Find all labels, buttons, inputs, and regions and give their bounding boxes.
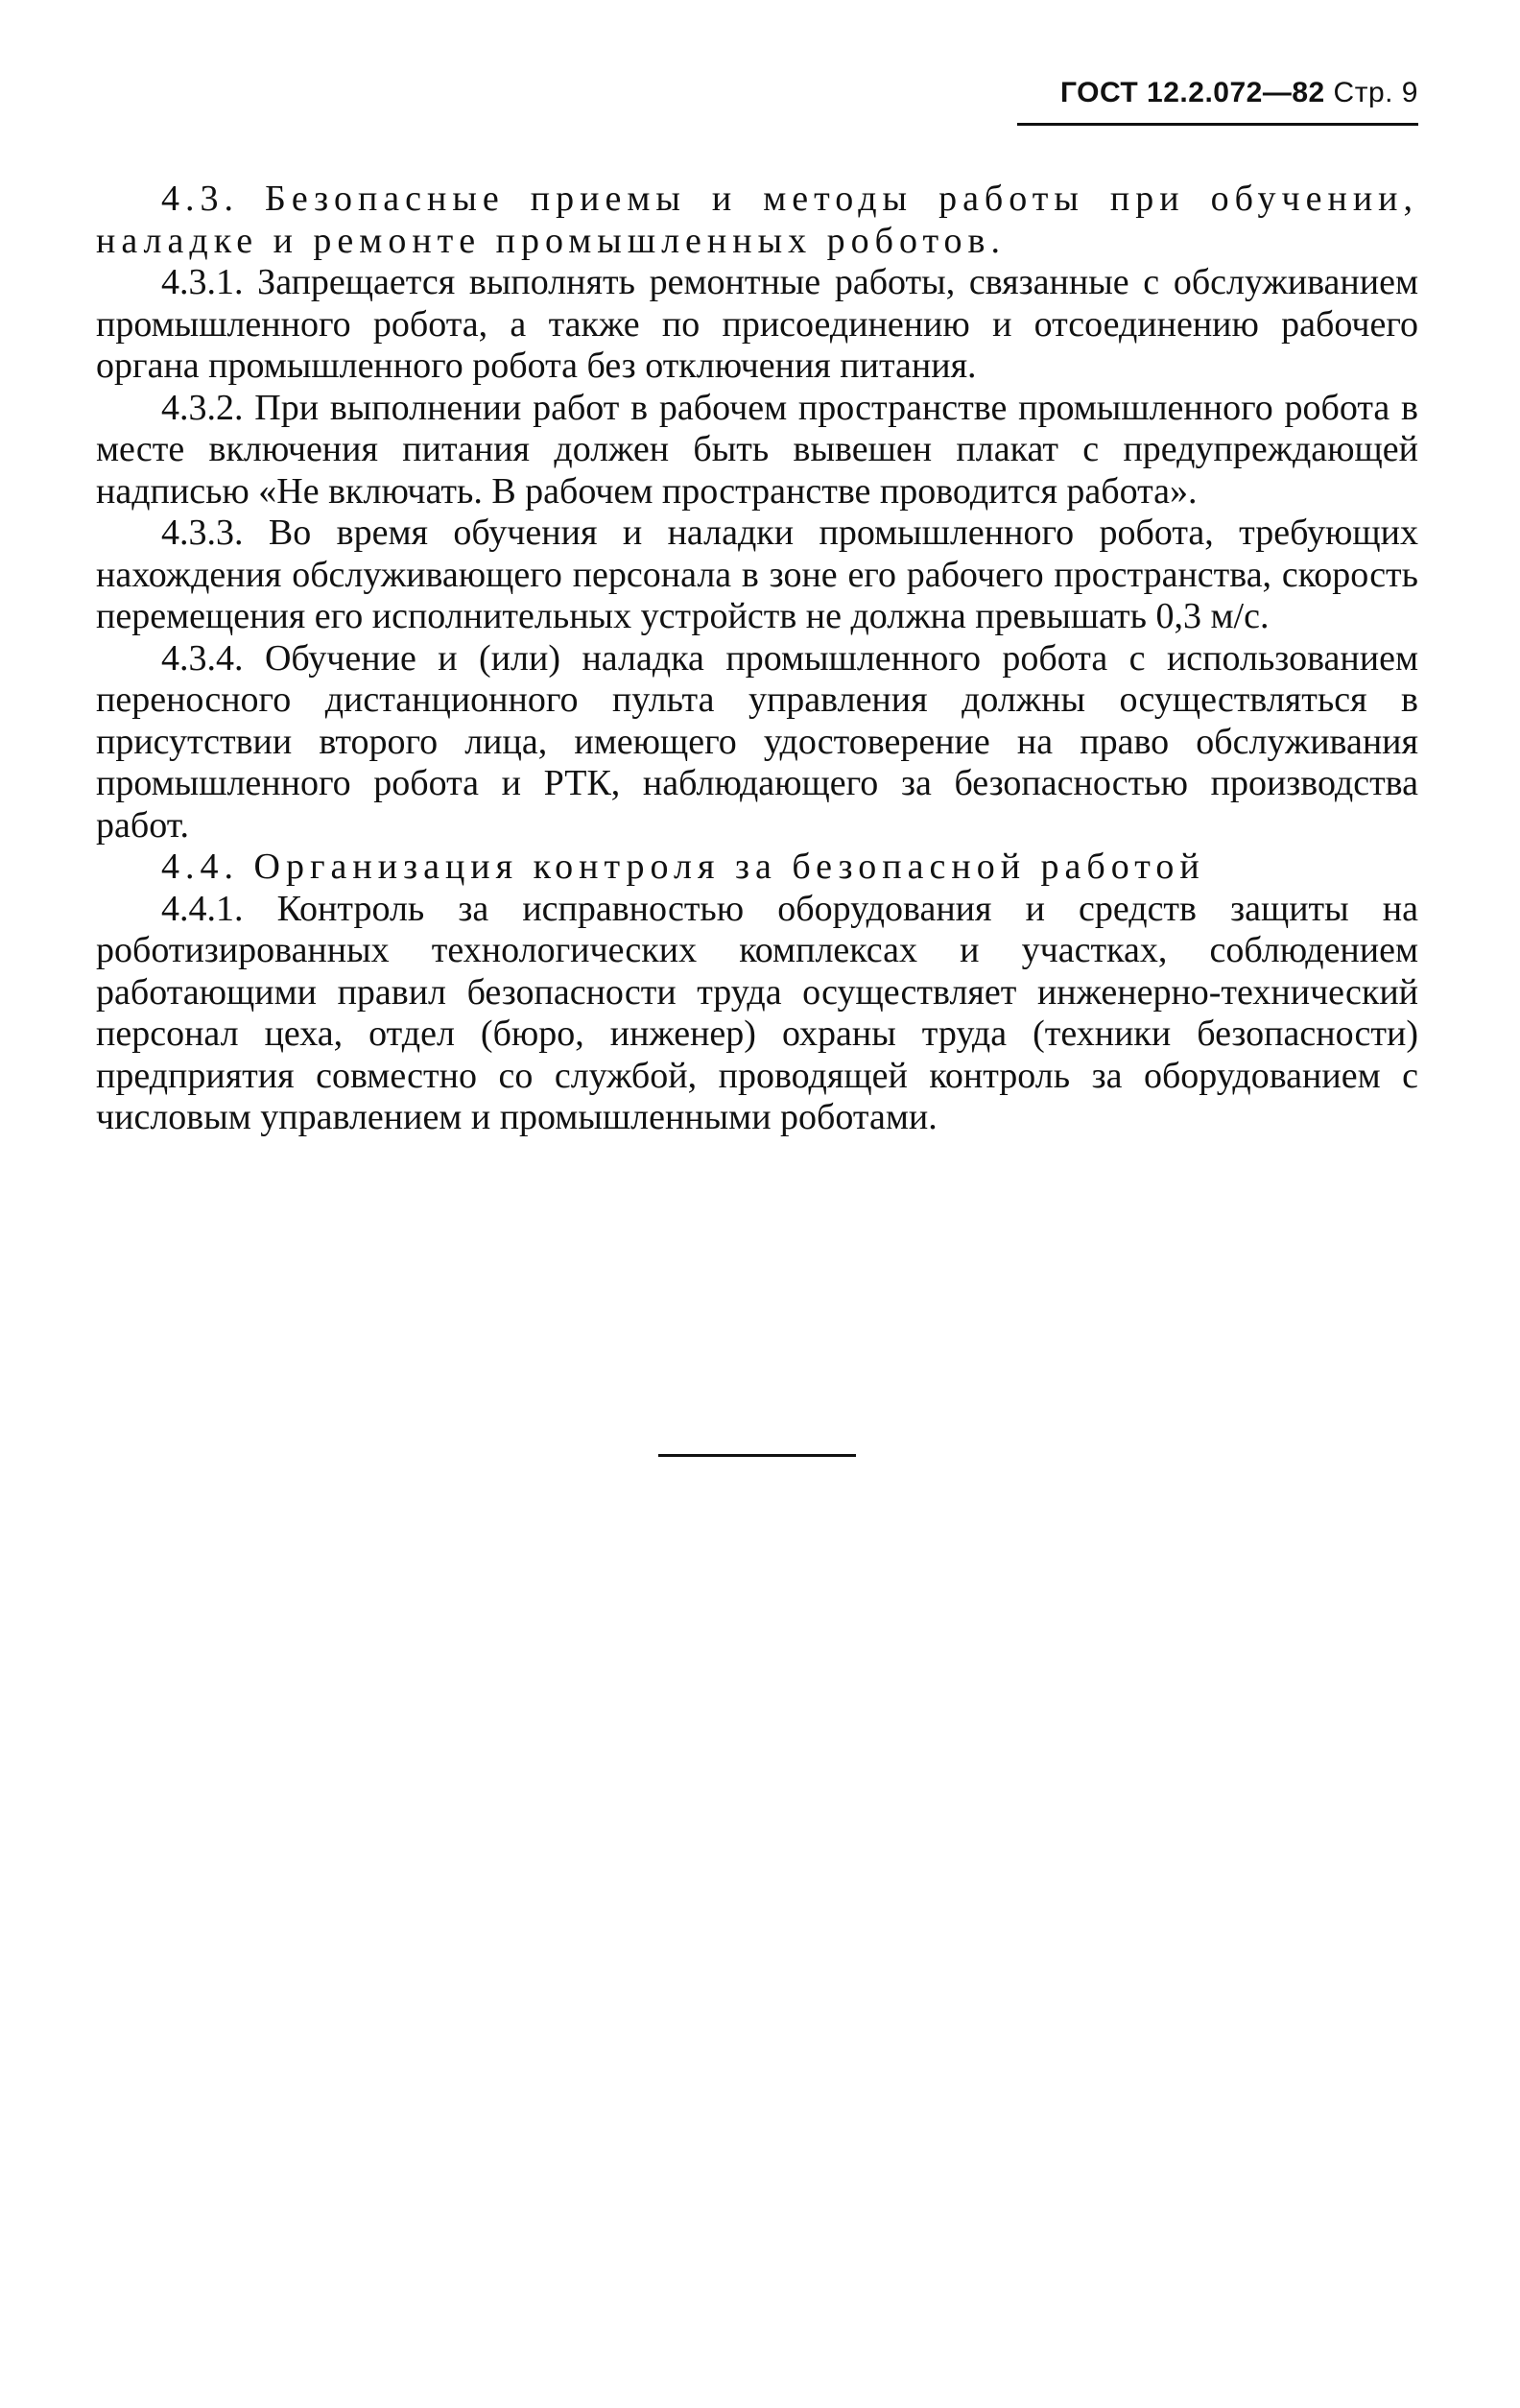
paragraph-4-3-2: 4.3.2. При выполнении работ в рабочем пространстве промышленного робота в месте включения питания должен быть вывешен плакат с предупреждающей надписью «Не включать. В рабочем пространстве проводится работа». [96, 387, 1418, 512]
section-heading-4-3: 4.3. Безопасные приемы и методы работы при обучении, наладке и ремонте промышленных роботов. [96, 179, 1418, 261]
paragraph-4-3-3: 4.3.3. Во время обучения и наладки промышленного робота, требующих нахождения обслуживающего персонала в зоне его рабочего пространства, скорость перемещения его исполнительных устройств не должна превышать 0,3 м/с. [96, 513, 1418, 636]
page-number: Стр. 9 [1333, 77, 1418, 108]
paragraph-4-4-1: 4.4.1. Контроль за исправностью оборудования и средств защиты на роботизированных технологических комплексах и участках, соблюдением работающими правил безопасности труда осуществляет инженерно-технический персонал цеха, отдел (бюро, инженер) охраны труда (техники безопасности) предприятия совместно со службой, проводящей контроль за оборудованием с числовым управлением и промышленными роботами. [96, 888, 1418, 1137]
section-heading-4-4: 4.4. Организация контроля за безопасной работой [161, 846, 1205, 887]
body-text [96, 179, 1418, 1139]
header-rule [1017, 123, 1418, 126]
running-header [1060, 77, 1418, 109]
document-code: ГОСТ 12.2.072—82 [1060, 77, 1325, 108]
paragraph-4-3-4: 4.3.4. Обучение и (или) наладка промышленного робота с использованием переносного дистанционного пульта управления должны осуществляться в присутствии второго лица, имеющего удостоверение на право обслуживания промышленного робота и РТК, наблюдающего за безопасностью производства работ. [96, 637, 1418, 846]
paragraph-4-3-1: 4.3.1. Запрещается выполнять ремонтные работы, связанные с обслуживанием промышленного робота, а также по присоединению и отсоединению рабочего органа промышленного робота без отключения питания. [96, 262, 1418, 386]
end-of-text-rule [658, 1454, 856, 1457]
